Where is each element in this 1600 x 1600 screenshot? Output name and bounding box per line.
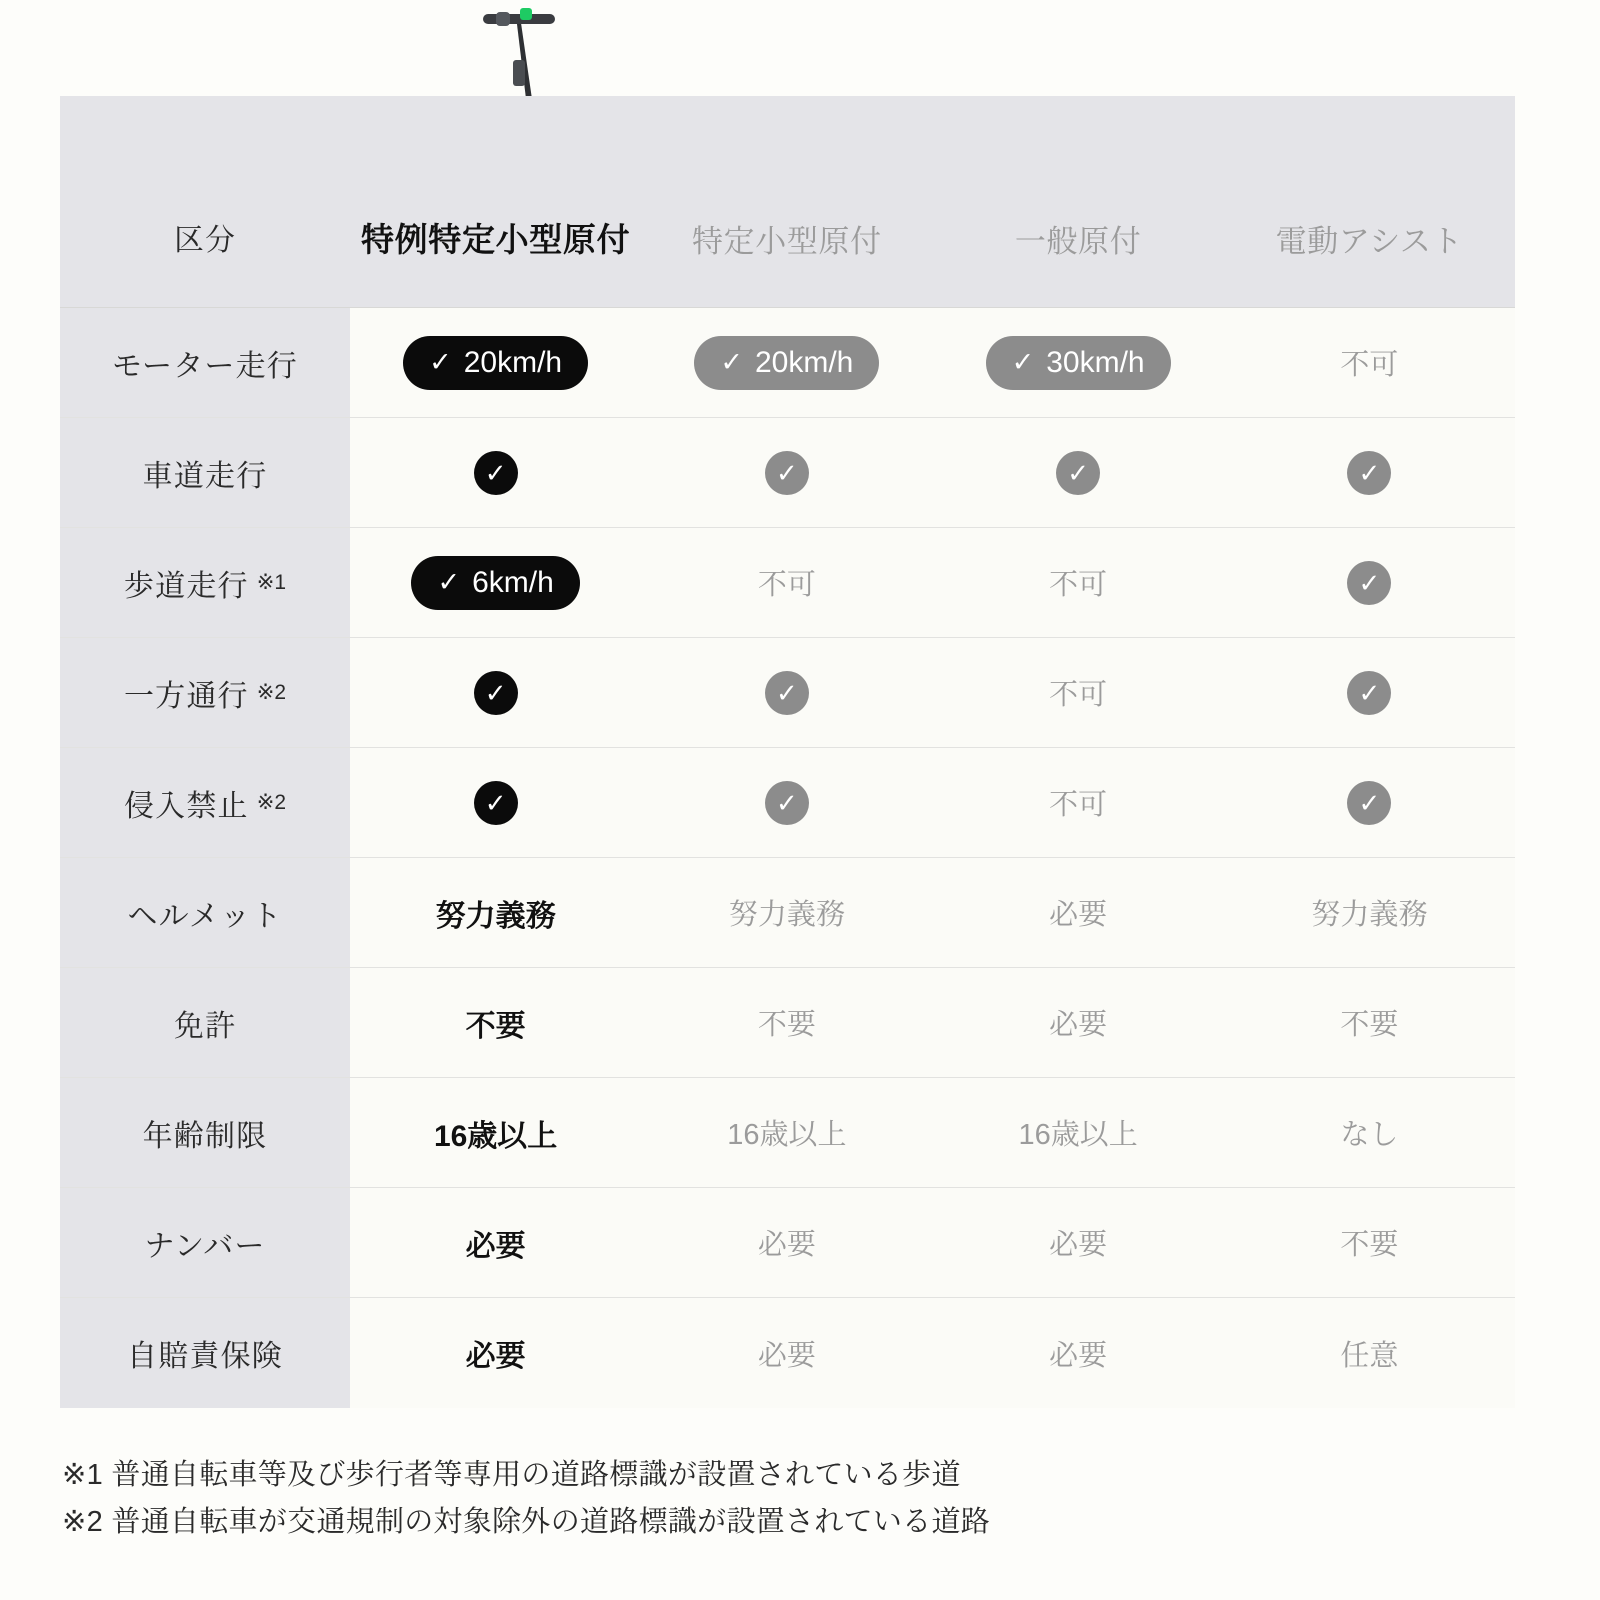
check-circle-icon: ✓ xyxy=(474,781,518,825)
table-row xyxy=(60,1078,1515,1188)
row-label-text: 一方通行 xyxy=(123,679,249,713)
table-row xyxy=(60,968,1515,1078)
table-cell xyxy=(641,968,932,1077)
table-cell xyxy=(350,1298,641,1408)
cell-value-text: 不可 xyxy=(1049,679,1108,711)
footnote-2: ※2 普通自転車が交通規制の対象除外の道路標識が設置されている道路 xyxy=(62,1505,991,1538)
table-cell xyxy=(1224,308,1515,417)
speed-pill xyxy=(986,336,1171,390)
table-cell xyxy=(641,1298,932,1408)
check-circle-icon: ✓ xyxy=(765,671,809,715)
cell-value-text: 不可 xyxy=(1340,349,1399,381)
row-label-cell xyxy=(60,638,350,747)
table-cell xyxy=(641,1078,932,1187)
column-header-title: 特例特定小型原付 xyxy=(360,221,631,258)
table-row xyxy=(60,1298,1515,1408)
cell-value-text: 不要 xyxy=(1340,1229,1399,1261)
row-label-cell xyxy=(60,308,350,417)
cell-value-text: なし xyxy=(1340,1119,1399,1151)
vehicle-comparison-table xyxy=(60,96,1515,1408)
table-row xyxy=(60,638,1515,748)
speed-pill xyxy=(694,336,879,390)
speed-pill xyxy=(403,336,588,390)
speed-value: 6km/h xyxy=(472,565,554,599)
table-row xyxy=(60,308,1515,418)
row-label-text: 車道走行 xyxy=(142,459,268,493)
table-cell xyxy=(350,418,641,527)
cell-value-text: 不可 xyxy=(757,569,816,601)
table-row xyxy=(60,528,1515,638)
check-icon: ✓ xyxy=(720,347,743,377)
column-header-title: 特定小型原付 xyxy=(692,224,882,259)
row-label-cell xyxy=(60,1298,350,1408)
cell-value-text: 必要 xyxy=(1049,1229,1108,1261)
table-cell xyxy=(1224,418,1515,527)
table-cell xyxy=(641,528,932,637)
table-cell xyxy=(1224,1298,1515,1408)
table-header-row xyxy=(60,96,1515,308)
row-label-cell xyxy=(60,748,350,857)
speed-value: 20km/h xyxy=(463,345,563,379)
check-icon: ✓ xyxy=(429,347,452,377)
speed-value: 20km/h xyxy=(754,345,854,379)
table-cell xyxy=(933,858,1224,967)
row-label-text: モーター走行 xyxy=(112,349,298,383)
speed-value: 30km/h xyxy=(1046,345,1145,379)
cell-value-text: 16歳以上 xyxy=(1018,1119,1138,1151)
table-cell xyxy=(1224,858,1515,967)
table-cell xyxy=(933,1078,1224,1187)
row-label-footnote-marker: ※1 xyxy=(256,571,287,594)
table-cell xyxy=(641,638,932,747)
footnote-1: ※1 普通自転車等及び歩行者等専用の道路標識が設置されている歩道 xyxy=(62,1459,961,1491)
column-header-title: 一般原付 xyxy=(1014,224,1142,259)
check-circle-icon: ✓ xyxy=(474,451,518,495)
table-cell xyxy=(1224,1188,1515,1297)
row-label-footnote-marker: ※2 xyxy=(256,791,287,814)
cell-value-text: 不可 xyxy=(1049,789,1108,821)
cell-value-text: 必要 xyxy=(465,1340,526,1373)
table-cell xyxy=(933,418,1224,527)
table-cell xyxy=(1224,528,1515,637)
cell-value-text: 不可 xyxy=(1049,569,1108,601)
table-cell xyxy=(350,748,641,857)
table-cell xyxy=(933,528,1224,637)
table-cell xyxy=(933,1298,1224,1408)
table-cell xyxy=(350,638,641,747)
row-label-cell xyxy=(60,1188,350,1297)
row-label-cell xyxy=(60,528,350,637)
check-icon: ✓ xyxy=(437,567,461,597)
table-cell xyxy=(350,528,641,637)
row-label-text: 年齢制限 xyxy=(142,1119,268,1153)
table-cell xyxy=(933,748,1224,857)
row-label-text: 自賠責保険 xyxy=(127,1340,283,1373)
table-cell xyxy=(641,748,932,857)
cell-value-text: 任意 xyxy=(1340,1339,1399,1372)
column-header-1 xyxy=(641,96,932,307)
column-header-0 xyxy=(350,96,641,307)
table-cell xyxy=(641,308,932,417)
table-cell xyxy=(1224,968,1515,1077)
cell-value-text: 努力義務 xyxy=(1311,899,1428,931)
table-row xyxy=(60,418,1515,528)
cell-value-text: 不要 xyxy=(465,1009,526,1043)
cell-value-text: 必要 xyxy=(757,1229,816,1261)
footnotes xyxy=(62,1452,1522,1546)
cell-value-text: 必要 xyxy=(1049,1339,1108,1372)
header-category-text: 区分 xyxy=(173,224,237,257)
speed-pill xyxy=(411,556,579,610)
row-label-cell xyxy=(60,968,350,1077)
row-label-footnote-marker: ※2 xyxy=(256,681,287,704)
table-body xyxy=(60,308,1515,1408)
cell-value-text: 不要 xyxy=(757,1009,816,1041)
table-cell xyxy=(350,1188,641,1297)
check-circle-icon: ✓ xyxy=(474,671,518,715)
cell-value-text: 必要 xyxy=(1049,1009,1108,1041)
check-circle-icon: ✓ xyxy=(765,451,809,495)
table-row xyxy=(60,748,1515,858)
table-cell xyxy=(641,1188,932,1297)
table-cell xyxy=(350,858,641,967)
table-cell xyxy=(933,1188,1224,1297)
column-header-title: 電動アシスト xyxy=(1275,224,1464,259)
check-circle-icon: ✓ xyxy=(1056,451,1100,495)
table-cell xyxy=(350,968,641,1077)
row-label-text: 歩道走行 xyxy=(123,569,249,603)
cell-value-text: 必要 xyxy=(757,1339,816,1372)
column-header-2 xyxy=(933,96,1224,307)
table-cell xyxy=(933,308,1224,417)
row-label-text: ヘルメット xyxy=(127,899,283,933)
row-label-text: 免許 xyxy=(173,1009,237,1043)
table-cell xyxy=(641,418,932,527)
table-cell xyxy=(350,1078,641,1187)
table-cell xyxy=(933,638,1224,747)
cell-value-text: 必要 xyxy=(1049,899,1108,931)
cell-value-text: 不要 xyxy=(1340,1009,1399,1041)
table-cell xyxy=(350,308,641,417)
row-label-cell xyxy=(60,1078,350,1187)
table-row xyxy=(60,858,1515,968)
check-circle-icon: ✓ xyxy=(765,781,809,825)
table-cell xyxy=(1224,748,1515,857)
check-circle-icon: ✓ xyxy=(1347,781,1391,825)
row-label-text: ナンバー xyxy=(144,1229,266,1263)
cell-value-text: 16歳以上 xyxy=(727,1119,847,1151)
row-label-cell xyxy=(60,418,350,527)
row-label-cell xyxy=(60,858,350,967)
header-category-label xyxy=(60,96,350,307)
cell-value-text: 努力義務 xyxy=(435,899,556,933)
check-circle-icon: ✓ xyxy=(1347,671,1391,715)
cell-value-text: 努力義務 xyxy=(728,899,845,931)
table-cell xyxy=(641,858,932,967)
cell-value-text: 必要 xyxy=(465,1229,526,1263)
check-icon: ✓ xyxy=(1011,347,1035,377)
row-label-text: 侵入禁止 xyxy=(123,789,249,823)
column-header-3 xyxy=(1224,96,1515,307)
check-circle-icon: ✓ xyxy=(1347,451,1391,495)
check-circle-icon: ✓ xyxy=(1347,561,1391,605)
table-cell xyxy=(933,968,1224,1077)
table-row xyxy=(60,1188,1515,1298)
table-cell xyxy=(1224,1078,1515,1187)
cell-value-text: 16歳以上 xyxy=(433,1119,558,1153)
table-cell xyxy=(1224,638,1515,747)
